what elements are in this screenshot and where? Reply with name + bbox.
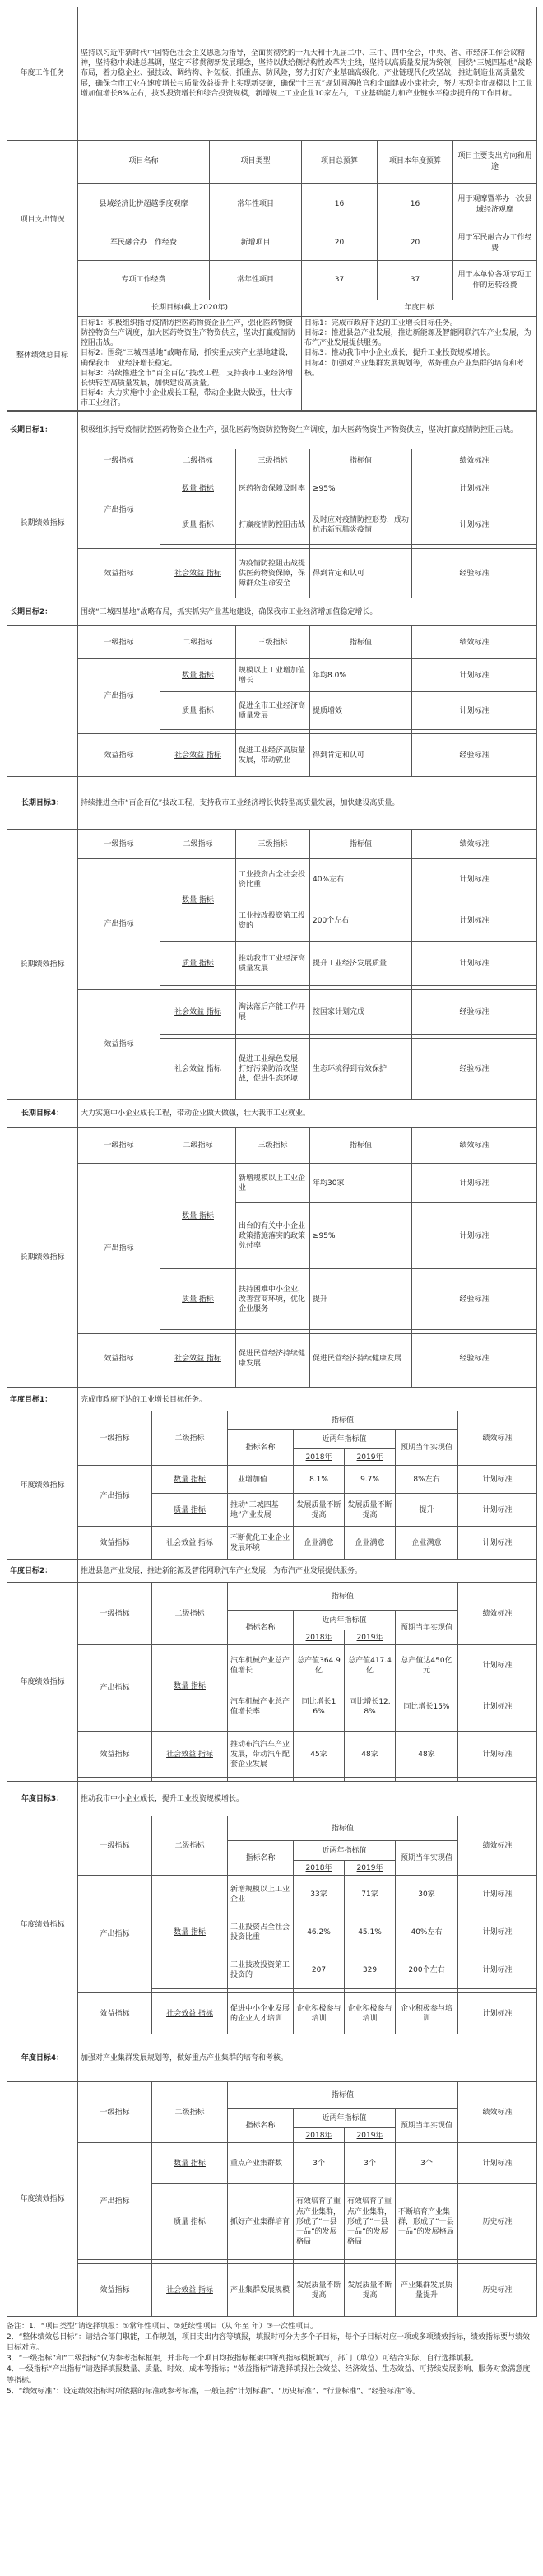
col-h5: 绩效标准 (412, 626, 537, 659)
lvl2-soc: 社会效益 指标 (160, 549, 236, 598)
proj-h3: 项目总预算 (302, 141, 378, 184)
col-h2: 二级指标 (160, 626, 236, 659)
yt2-r2-std: 计划标准 (458, 1686, 537, 1727)
lvl2-soc: 社会效益 指标 (152, 1527, 228, 1560)
col-h4: 指标值 (310, 1128, 412, 1164)
year-2019: 2019年 (345, 2128, 396, 2143)
lvl1-effect: 效益指标 (78, 1334, 160, 1383)
yt1-r2-std: 计划标准 (458, 1494, 537, 1527)
yt2-r1-name: 汽车机械产业总产值增长 (228, 1645, 294, 1686)
lt2-r2-name: 促进全市工业经济高质量发展 (236, 692, 310, 730)
lvl2-qty: 数量 指标 (152, 1466, 228, 1494)
yt4-rowlabel: 年度绩效指标 (7, 2082, 78, 2317)
lt2-text: 围绕“三城四基地”战略布局，抓实抓实产业基地建设，确保我市工业经济增加值稳定增长。 (78, 598, 537, 626)
yt1-r2-y1: 发展质量不断提高 (294, 1494, 345, 1527)
yt3-r2-y1: 46.2% (294, 1913, 345, 1951)
col-h5: 绩效标准 (412, 449, 537, 472)
lt1-r3-std: 经验标准 (412, 549, 537, 598)
lvl2-qty: 数量 指标 (152, 1645, 228, 1727)
yt3-rowlabel: 年度绩效指标 (7, 1816, 78, 2034)
lvl2-soc: 社会效益 指标 (160, 734, 236, 777)
lt2-rowlabel-blank (7, 626, 78, 777)
lt2-label: 长期目标2： (7, 598, 78, 626)
proj-h4: 项目本年度预算 (378, 141, 453, 184)
lt1-r2-name: 打赢疫情防控阻击战 (236, 505, 310, 545)
yt4-r2-std: 历史标准 (458, 2184, 537, 2260)
col-h2: 二级指标 (160, 449, 236, 472)
proj-h5: 项目主要支出方向和用途 (453, 141, 537, 184)
note-1: 备注：1．“项目类型”请选择填报：①常年性项目、②延续性项目（从 年至 年）③一次性项目。 (7, 2323, 318, 2332)
lvl1-output: 产出指标 (78, 472, 160, 549)
lt3-text: 持续推进全市“百企百亿”技改工程，支持我市工业经济增长快转型高质量发展，加快建设高质量。 (78, 777, 537, 830)
yt4-r3-std: 历史标准 (458, 2264, 537, 2317)
lt1-text: 积极组织指导疫情防控医药物资企业生产，强化医药物资防控物资生产调度，加大医药物资生产物资供应，坚决打赢疫情防控阻击战。 (78, 412, 537, 449)
yt2-r3-std: 计划标准 (458, 1732, 537, 1778)
col-expect: 预期当年实现值 (396, 1841, 458, 1876)
yt1-r1-y1: 8.1% (294, 1466, 345, 1494)
proj-total: 20 (302, 226, 378, 261)
lvl2-qty: 数量 指标 (152, 1876, 228, 1989)
yt3-r2-name: 工业投资占全社会投资比重 (228, 1913, 294, 1951)
col-h3: 三级指标 (236, 830, 310, 859)
lvl1-output: 产出指标 (78, 1466, 152, 1527)
yt3-r4-std: 计划标准 (458, 1993, 537, 2034)
yt3-r1-std: 计划标准 (458, 1876, 537, 1913)
yt2-r2-name: 汽车机械产业总产值增长率 (228, 1686, 294, 1727)
yt3-r2-value: 40%左右 (396, 1913, 458, 1951)
lt3-r1-std: 计划标准 (412, 859, 537, 900)
yt2-r2-y2: 同比增长12.8% (345, 1686, 396, 1727)
yt3-r3-value: 200个左右 (396, 1951, 458, 1989)
proj-h2: 项目类型 (210, 141, 302, 184)
lvl1-effect: 效益指标 (78, 2264, 152, 2317)
lt3-r1-name: 工业投资占全社会投资比重 (236, 859, 310, 900)
lt4-r4-std: 经验标准 (412, 1334, 537, 1383)
yt3-label: 年度目标3： (7, 1782, 78, 1816)
lvl2-soc: 社会效益 指标 (152, 1993, 228, 2034)
lt3-r2-name: 工业技改投资第工投资的 (236, 900, 310, 942)
lt2-r3-std: 经验标准 (412, 734, 537, 777)
notes (7, 2322, 536, 2397)
yt3-r1-y1: 33家 (294, 1876, 345, 1913)
yt4-r1-y1: 3个 (294, 2143, 345, 2184)
page (7, 7, 536, 2397)
summary-label: 年度工作任务 (7, 7, 78, 141)
proj-annual: 20 (378, 226, 453, 261)
col-h2: 二级指标 (152, 1816, 228, 1876)
col-h1: 一级指标 (78, 449, 160, 472)
note-3: 3．“一级指标”和“二级指标”仅为参考指标框架，并非每一个项目均按指标框架中所列指标模板填写，部门（单位）可结合实际，自行选择填报。 (7, 2355, 479, 2364)
lvl1-output: 产出指标 (78, 859, 160, 990)
lvl2-qty: 数量 指标 (160, 472, 236, 505)
yt1-r1-y2: 9.7% (345, 1466, 396, 1494)
lt4-r1-value: 年均30家 (310, 1164, 412, 1203)
col-h5: 绩效标准 (412, 830, 537, 859)
col-h2: 二级指标 (152, 1583, 228, 1645)
proj-type: 新增项目 (210, 226, 302, 261)
lt2-r2-std: 计划标准 (412, 692, 537, 730)
lvl2-qty: 数量 指标 (160, 659, 236, 692)
lvl2-qual: 质量 指标 (160, 692, 236, 730)
summary-text: 坚持以习近平新时代中国特色社会主义思想为指导，全面贯彻党的十九大和十九届二中、三中、四中全会，中央、省、市经济工作会议精神，坚持稳中求进总基调，坚定不移贯彻新发展理念，坚持以供给侧结构性改革为主线，坚持以高质量发展为统领，围绕“三城四基地”战略布局，着力稳企业、强技改、调结构、补短板、抓重点、防风险，努力打好产业基础高级化、产业链现代化攻坚战，推进制造业高质量发展，确保全市工业在速度增长与质量效益提升上实现新突破，确保“十三五”规划圆满收官和全面建成小康社会，努力实现全市规模以上工业增加值增长8%左右，技改投资增长和综合投资规模，新增规上工业企业10家左右，工业基础能力和产业链水平稳步提升的工作目标。 (78, 7, 537, 141)
proj-total: 37 (302, 261, 378, 300)
yt3-r2-std: 计划标准 (458, 1913, 537, 1951)
lt4-r1-std: 计划标准 (412, 1164, 537, 1203)
col-recent: 近两年指标值 (294, 1611, 396, 1630)
lt4-text: 大力实施中小企业成长工程，带动企业做大做强，壮大我市工业就业。 (78, 1100, 537, 1128)
lt2-r1-value: 年均8.0% (310, 659, 412, 692)
col-h4: 指标值 (310, 449, 412, 472)
lvl2-qual: 质量 指标 (160, 942, 236, 986)
summary-table (7, 7, 537, 411)
col-recent: 近两年指标值 (294, 2109, 396, 2128)
col-h1: 一级指标 (78, 1583, 152, 1645)
col-indicator-name: 指标名称 (228, 1430, 294, 1466)
overall-year-header: 年度目标 (302, 300, 537, 317)
lt4-r1-name: 新增规模以上工业企业 (236, 1164, 310, 1203)
col-h5: 绩效标准 (412, 1128, 537, 1164)
lt2-r2-value: 提质增效 (310, 692, 412, 730)
lt1-r3-value: 得到肯定和认可 (310, 549, 412, 598)
yt1-label: 年度目标1： (7, 1388, 78, 1411)
lt1-rowlabel: 长期绩效指标 (7, 449, 78, 598)
yt1-r2-name: 推动“三城四基地”产业发展 (228, 1494, 294, 1527)
yt3-r4-value: 企业积极参与培训 (396, 1993, 458, 2034)
year-2019: 2019年 (345, 1861, 396, 1876)
lvl1-output: 产出指标 (78, 2143, 152, 2260)
overall-label: 整体绩效总目标 (7, 300, 78, 411)
col-h2: 二级指标 (160, 830, 236, 859)
col-indicator-value: 指标值 (228, 1816, 458, 1841)
col-indicator-value: 指标值 (228, 1583, 458, 1611)
proj-type: 常年性项目 (210, 261, 302, 300)
lt3-r3-value: 提升工业经济发展质量 (310, 942, 412, 986)
yt2-rowlabel: 年度绩效指标 (7, 1583, 78, 1782)
lt4-r2-std: 计划标准 (412, 1203, 537, 1269)
yt2-r2-y1: 同比增长16% (294, 1686, 345, 1727)
yt2-r1-y2: 总产值417.4亿 (345, 1645, 396, 1686)
lvl2-qual: 质量 指标 (160, 1269, 236, 1330)
col-h2: 二级指标 (152, 1411, 228, 1466)
yt3-r2-y2: 45.1% (345, 1913, 396, 1951)
col-recent: 近两年指标值 (294, 1430, 396, 1449)
yt4-r3-y2: 发展质量不断提高 (345, 2264, 396, 2317)
col-h5: 绩效标准 (458, 1816, 537, 1876)
note-5: 5．“绩效标准”：设定绩效指标时所依据的标准或参考标准，一般包括“计划标准”、“历史标准”、“行业标准”、“经验标准”等。 (7, 2387, 420, 2396)
col-expect: 预期当年实现值 (396, 1611, 458, 1645)
yt4-r2-y2: 有效培育了重点产业集群，形成了“一县一品”的发展格局 (345, 2184, 396, 2260)
proj-total: 16 (302, 184, 378, 226)
lt4-r4-name: 促进民营经济持续健康发展 (236, 1334, 310, 1383)
lt3-r4-std: 经验标准 (412, 990, 537, 1035)
lvl2-qual: 质量 指标 (160, 505, 236, 545)
year-2019: 2019年 (345, 1449, 396, 1466)
lvl1-output: 产出指标 (78, 1876, 152, 1993)
lvl2-soc: 社会效益 指标 (160, 1039, 236, 1100)
col-h1: 一级指标 (78, 2082, 152, 2143)
yt1-r1-std: 计划标准 (458, 1466, 537, 1494)
proj-use: 用于军民融合办工作经费 (453, 226, 537, 261)
yt4-r1-std: 计划标准 (458, 2143, 537, 2184)
col-h1: 一级指标 (78, 830, 160, 859)
col-h4: 指标值 (310, 830, 412, 859)
yt1-rowlabel: 年度绩效指标 (7, 1411, 78, 1560)
lt1-r2-std: 计划标准 (412, 505, 537, 545)
lt4-r3-value: 提升 (310, 1269, 412, 1330)
lt3-r5-std: 经验标准 (412, 1039, 537, 1100)
lvl2-qty: 数量 指标 (152, 2143, 228, 2184)
lt4-r2-name: 出台的有关中小企业政策措施落实的政策兑付率 (236, 1203, 310, 1269)
lvl2-soc: 社会效益 指标 (152, 2264, 228, 2317)
proj-use: 用于观摩暨举办一次县域经济观摩 (453, 184, 537, 226)
lt1-r1-value: ≥95% (310, 472, 412, 505)
lt2-r3-name: 促进工业经济高质量发展，带动就业 (236, 734, 310, 777)
lvl2-soc: 社会效益 指标 (152, 1732, 228, 1778)
lvl2-qty: 数量 指标 (160, 1164, 236, 1269)
col-h4: 指标值 (310, 626, 412, 659)
lvl1-effect: 效益指标 (78, 1993, 152, 2034)
yt3-text: 推动我市中小企业成长，提升工业投资规模增长。 (78, 1782, 537, 1816)
yt3-r3-y1: 207 (294, 1951, 345, 1989)
col-h2: 二级指标 (160, 1128, 236, 1164)
lt3-r3-std: 计划标准 (412, 942, 537, 986)
col-h1: 一级指标 (78, 626, 160, 659)
yt1-r3-std: 计划标准 (458, 1527, 537, 1560)
yt2-r3-y1: 45家 (294, 1732, 345, 1778)
yt3-r3-y2: 329 (345, 1951, 396, 1989)
col-h5: 绩效标准 (458, 1411, 537, 1466)
lt3-r2-value: 200个左右 (310, 900, 412, 942)
projects-label: 项目支出情况 (7, 141, 78, 300)
yt3-r4-y2: 企业积极参与培训 (345, 1993, 396, 2034)
yt2-text: 推进县急产业发展，推进新能源及智能网联汽车产业发展，为布汽产业发展提供服务。 (78, 1560, 537, 1583)
yt2-r1-y1: 总产值364.9亿 (294, 1645, 345, 1686)
col-h5: 绩效标准 (458, 1583, 537, 1645)
yt1-r2-y2: 发展质量不断提高 (345, 1494, 396, 1527)
overall-year-text: 目标1：完成市政府下达的工业增长目标任务。 目标2：推进县急产业发展，推进新能源及智能网联汽车产业发展，为布汽产业发展提供服务。 目标3：推动我市中小企业成长，提升工业投资规模增长。 目标4：加强对产业集群发展规划等，做好重点产业集群的培育和考核。 (302, 317, 537, 411)
yt1-r3-value: 企业满意 (396, 1527, 458, 1560)
long-term-table (7, 411, 537, 1388)
lvl1-effect: 效益指标 (78, 1732, 152, 1778)
proj-row: 县域经济比拼超越季度观摩 (78, 184, 210, 226)
yt2-r3-y2: 48家 (345, 1732, 396, 1778)
yt2-label: 年度目标2： (7, 1560, 78, 1583)
lt2-r3-value: 得到肯定和认可 (310, 734, 412, 777)
col-indicator-value: 指标值 (228, 1411, 458, 1430)
lt1-label: 长期目标1： (7, 412, 78, 449)
yt4-r3-name: 产业集群发展规模 (228, 2264, 294, 2317)
col-h5: 绩效标准 (458, 2082, 537, 2143)
lt4-r4-value: 促进民营经济持续健康发展 (310, 1334, 412, 1383)
yt4-r2-y1: 有效培育了重点产业集群，形成了“一县一品”的发展格局 (294, 2184, 345, 2260)
col-h1: 一级指标 (78, 1816, 152, 1876)
lt4-rowlabel: 长期绩效指标 (7, 1128, 78, 1388)
yt3-r4-name: 促进中小企业发展的企业人才培训 (228, 1993, 294, 2034)
year-2018: 2018年 (294, 1861, 345, 1876)
year-2019: 2019年 (345, 1630, 396, 1645)
lvl2-soc: 社会效益 指标 (160, 1334, 236, 1383)
lt3-r5-value: 生态环境得到有效保护 (310, 1039, 412, 1100)
proj-h1: 项目名称 (78, 141, 210, 184)
yt2-r1-value: 总产值达450亿元 (396, 1645, 458, 1686)
proj-row: 专项工作经费 (78, 261, 210, 300)
lvl1-output: 产出指标 (78, 659, 160, 734)
lt4-r3-std: 经验标准 (412, 1269, 537, 1330)
lvl2-qual: 质量 指标 (152, 1494, 228, 1527)
lt3-rowlabel: 长期绩效指标 (7, 830, 78, 1100)
yt3-r1-value: 30家 (396, 1876, 458, 1913)
lt2-r1-name: 规模以上工业增加值增长 (236, 659, 310, 692)
col-h3: 三级指标 (236, 626, 310, 659)
col-h3: 三级指标 (236, 449, 310, 472)
yt2-r3-name: 推动布汽汽车产业发展，带动汽车配套企业发展 (228, 1732, 294, 1778)
yt4-r3-y1: 发展质量不断提高 (294, 2264, 345, 2317)
lvl1-effect: 效益指标 (78, 990, 160, 1100)
yt4-r1-name: 重点产业集群数 (228, 2143, 294, 2184)
year-2018: 2018年 (294, 1449, 345, 1466)
lt3-r4-value: 按国家计划完成 (310, 990, 412, 1035)
yt1-r3-y1: 企业满意 (294, 1527, 345, 1560)
yt1-r3-y2: 企业满意 (345, 1527, 396, 1560)
yt2-r3-value: 48家 (396, 1732, 458, 1778)
yt3-r4-y1: 企业积极参与培训 (294, 1993, 345, 2034)
proj-annual: 16 (378, 184, 453, 226)
col-recent: 近两年指标值 (294, 1841, 396, 1861)
lvl2-qual: 质量 指标 (152, 2184, 228, 2260)
col-indicator-value: 指标值 (228, 2082, 458, 2109)
col-h2: 二级指标 (152, 2082, 228, 2143)
col-h1: 一级指标 (78, 1411, 152, 1466)
lt3-r2-std: 计划标准 (412, 900, 537, 942)
proj-type: 常年性项目 (210, 184, 302, 226)
yt2-r1-std: 计划标准 (458, 1645, 537, 1686)
proj-row: 军民融合办工作经费 (78, 226, 210, 261)
lvl2-soc: 社会效益 指标 (160, 990, 236, 1035)
overall-long-header: 长期目标(截止2020年) (78, 300, 302, 317)
col-indicator-name: 指标名称 (228, 1611, 294, 1645)
lt3-r1-value: 40%左右 (310, 859, 412, 900)
yt3-r1-y2: 71家 (345, 1876, 396, 1913)
col-h1: 一级指标 (78, 1128, 160, 1164)
lt4-r2-value: ≥95% (310, 1203, 412, 1269)
yt1-text: 完成市政府下达的工业增长目标任务。 (78, 1388, 537, 1411)
lt3-r3-name: 推动我市工业经济高质量发展 (236, 942, 310, 986)
yt4-r2-value: 不断培育产业集群，形成了“一县一品”的发展格局 (396, 2184, 458, 2260)
yt3-r3-std: 计划标准 (458, 1951, 537, 1989)
col-indicator-name: 指标名称 (228, 1841, 294, 1876)
yt1-r1-name: 工业增加值 (228, 1466, 294, 1494)
overall-long-text: 目标1：积极组织指导疫情防控医药物资企业生产，强化医药物资防控物资生产调度，加大医药物资生产物资供应，坚决打赢疫情防控阻击战。 目标2：围绕“三城四基地”战略布局，抓实重点实产业基地建设，确保我市工业经济增长稳定。 目标3：持续推进全市“百企百亿”技改工程，支持我市工业经济增长快转型高质量发展，加快建设高质量。 目标4：大力实施中小企业成长工程，带动企业做大做强，壮大市市工业经济。 (78, 317, 302, 411)
lvl1-effect: 效益指标 (78, 549, 160, 598)
yt4-r1-y2: 3个 (345, 2143, 396, 2184)
yt4-r3-value: 产业集群发展质量提升 (396, 2264, 458, 2317)
year-table (7, 1388, 537, 2317)
lt3-label: 长期目标3： (7, 777, 78, 830)
note-2: 2．“整体绩效总目标”：请结合部门职能，工作规划，项目支出内容等填报，填报时可分为多个子目标，每个子目标对应一项或多项绩效指标，绩效指标要与绩效目标对应。 (7, 2333, 531, 2353)
year-2018: 2018年 (294, 2128, 345, 2143)
lvl1-output: 产出指标 (78, 1645, 152, 1732)
yt1-r3-name: 不断优化工业企业发展环境 (228, 1527, 294, 1560)
yt4-r2-name: 抓好产业集群培育 (228, 2184, 294, 2260)
col-expect: 预期当年实现值 (396, 1430, 458, 1466)
lt1-r1-std: 计划标准 (412, 472, 537, 505)
yt4-label: 年度目标4： (7, 2034, 78, 2082)
yt4-r1-value: 3个 (396, 2143, 458, 2184)
col-expect: 预期当年实现值 (396, 2109, 458, 2143)
proj-use: 用于本单位各项专项工作的运转经费 (453, 261, 537, 300)
lt3-r4-name: 淘汰落后产能工作开展 (236, 990, 310, 1035)
lt1-r2-value: 及时应对疫情防控形势，成功抗击新冠肺炎疫情 (310, 505, 412, 545)
yt3-r1-name: 新增规模以上工业企业 (228, 1876, 294, 1913)
yt4-text: 加强对产业集群发展规划等，做好重点产业集群的培育和考核。 (78, 2034, 537, 2082)
lt2-r1-std: 计划标准 (412, 659, 537, 692)
lt1-r1-name: 医药物资保障及时率 (236, 472, 310, 505)
lt3-r5-name: 促进工业绿色发展，打好污染防治攻坚战，促进生态环境 (236, 1039, 310, 1100)
note-4: 4．一级指标“产出指标”请选择填报数量、质量、时效、成本等指标；“效益指标”请选择填报社会效益、经济效益、生态效益、可持续发展影响、服务对象满意度等指标。 (7, 2365, 531, 2385)
yt1-r2-value: 提升 (396, 1494, 458, 1527)
year-2018: 2018年 (294, 1630, 345, 1645)
lt4-r3-name: 扶持困难中小企业，改善营商环境，优化企业服务 (236, 1269, 310, 1330)
lt1-r3-name: 为疫情防控阻击战提供医药物资保障，保障群众生命安全 (236, 549, 310, 598)
yt2-r2-value: 同比增长15% (396, 1686, 458, 1727)
lvl1-effect: 效益指标 (78, 734, 160, 777)
col-h3: 三级指标 (236, 1128, 310, 1164)
proj-annual: 37 (378, 261, 453, 300)
lvl1-effect: 效益指标 (78, 1527, 152, 1560)
col-indicator-name: 指标名称 (228, 2109, 294, 2143)
lt4-label: 长期目标4： (7, 1100, 78, 1128)
lvl1-output: 产出指标 (78, 1164, 160, 1334)
yt1-r1-value: 8%左右 (396, 1466, 458, 1494)
yt3-r3-name: 工业技改投资第工投资的 (228, 1951, 294, 1989)
lvl2-qty: 数量 指标 (160, 859, 236, 942)
